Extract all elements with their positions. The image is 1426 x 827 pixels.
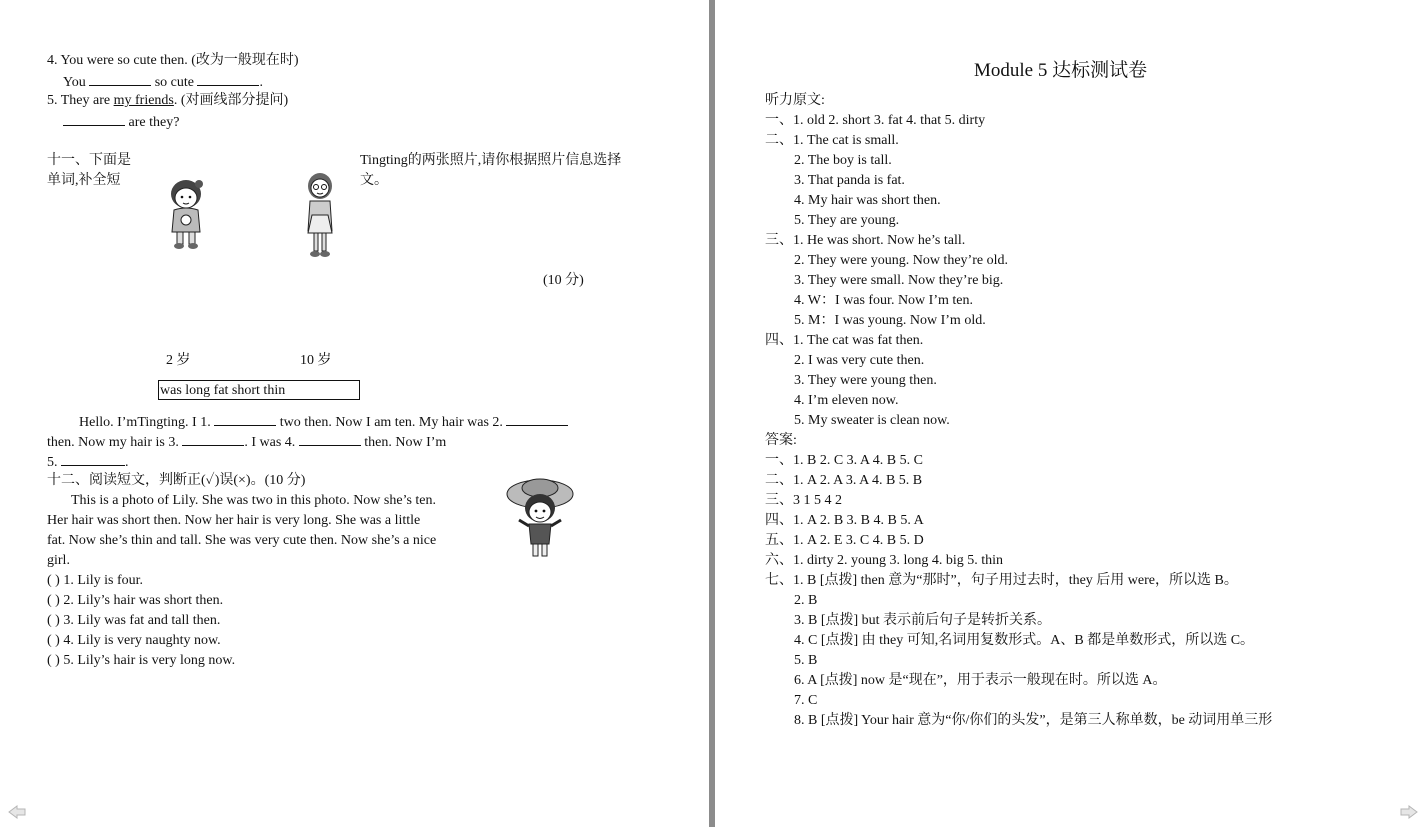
s11-para-line2 — [47, 431, 446, 453]
answer-line: 5. My sweater is clean now. — [794, 413, 950, 428]
left-page — [0, 0, 709, 827]
answer-line: 三、3 1 5 4 2 — [765, 493, 842, 508]
q5-line1 — [47, 91, 288, 111]
s11-blank-5[interactable] — [61, 451, 125, 466]
answer-line: 2. They were young. Now they’re old. — [794, 253, 1008, 268]
arrow-right-icon[interactable] — [1400, 805, 1418, 819]
answer-line: 4. C [点拨] 由 they 可知,名词用复数形式。A、B 都是单数形式，所以选 C。 — [794, 633, 1255, 648]
answer-line: 五、1. A 2. E 3. C 4. B 5. D — [765, 533, 924, 548]
answer-line: 三、1. He was short. Now he’s tall. — [765, 233, 966, 248]
q5-underlined: my friends — [113, 93, 174, 108]
answer-line: 一、1. B 2. C 3. A 4. B 5. C — [765, 453, 923, 468]
s11-p2-b: . I was 4. — [244, 435, 296, 450]
answer-line: 3. They were small. Now they’re big. — [794, 273, 1004, 288]
s11-age-10: 10 岁 — [300, 353, 332, 368]
s11-score: (10 分) — [543, 273, 584, 288]
q4-blank-1[interactable] — [89, 71, 151, 86]
s11-head-d: 文。 — [360, 173, 388, 188]
lily-hat-illustration — [505, 476, 575, 560]
answer-line: 四、1. A 2. B 3. B 4. B 5. A — [765, 513, 924, 528]
right-page — [715, 0, 1426, 827]
s11-blank-4[interactable] — [299, 431, 361, 446]
answer-line: 3. That panda is fat. — [794, 173, 905, 188]
s12-passage-line-4: girl. — [47, 553, 70, 568]
answer-line: 二、1. The cat is small. — [765, 133, 899, 148]
s11-head-b: 单词,补全短 — [47, 173, 121, 188]
s12-item-4[interactable]: ( ) 4. Lily is very naughty now. — [47, 633, 221, 648]
s11-age-2: 2 岁 — [166, 353, 191, 368]
arrow-left-icon[interactable] — [8, 805, 26, 819]
answer-line: 4. W：I was four. Now I’m ten. — [794, 293, 973, 308]
s11-head-a: 十一、下面是 — [47, 153, 131, 168]
answer-line: 六、1. dirty 2. young 3. long 4. big 5. thin — [765, 553, 1003, 568]
q5-blank[interactable] — [63, 111, 125, 126]
s11-blank-3[interactable] — [182, 431, 244, 446]
answer-line: 5. They are young. — [794, 213, 900, 228]
q5-post: . (对画线部分提问) — [173, 93, 289, 108]
s12-passage-line-1: This is a photo of Lily. She was two in this photo. Now she’s ten. — [71, 493, 437, 508]
answer-title: Module 5 达标测试卷 — [974, 60, 1148, 81]
older-girl-illustration — [302, 171, 338, 259]
answer-line: 6. A [点拨] now 是“现在”，用于表示一般现在时。所以选 A。 — [794, 673, 1167, 688]
s11-blank-1[interactable] — [214, 411, 276, 426]
s12-item-1[interactable]: ( ) 1. Lily is four. — [47, 573, 144, 588]
s11-p3-b: . — [125, 455, 129, 470]
s11-head-c: Tingting的两张照片,请你根据照片信息选择 — [360, 153, 622, 168]
word-bank-box: was long fat short thin — [158, 380, 360, 400]
answer-line: 七、1. B [点拨] then 意为“那时”，句子用过去时，they 后用 were，所以选 B。 — [765, 573, 1238, 588]
answer-line: 4. I’m eleven now. — [794, 393, 899, 408]
answer-line: 7. C — [794, 693, 818, 708]
s11-p2-c: then. Now I’m — [364, 435, 447, 450]
answer-line: 二、1. A 2. A 3. A 4. B 5. B — [765, 473, 923, 488]
s11-blank-2[interactable] — [506, 411, 568, 426]
s11-para-line1 — [79, 411, 568, 433]
s12-passage-line-2: Her hair was short then. Now her hair is very long. She was a little — [47, 513, 421, 528]
s12-item-3[interactable]: ( ) 3. Lily was fat and tall then. — [47, 613, 221, 628]
answer-line: 5. B — [794, 653, 818, 668]
q4-line1: 4. You were so cute then. (改为一般现在时) — [47, 53, 299, 68]
toddler-girl-illustration — [164, 176, 212, 252]
q4-period: . — [259, 75, 263, 90]
answer-line: 4. My hair was short then. — [794, 193, 941, 208]
s11-para-line3 — [47, 451, 129, 473]
answer-line: 3. B [点拨] but 表示前后句子是转折关系。 — [794, 613, 1052, 628]
answer-line: 2. The boy is tall. — [794, 153, 892, 168]
answer-line: 答案: — [765, 433, 797, 448]
q5-line2-text: are they? — [128, 115, 180, 130]
s11-p3-a: 5. — [47, 455, 58, 470]
s12-head: 十二、阅读短文，判断正(✓)误(×)。(10 分) — [47, 473, 306, 488]
s11-p2-a: then. Now my hair is 3. — [47, 435, 179, 450]
answer-line: 3. They were young then. — [794, 373, 937, 388]
q4-so-cute: so cute — [154, 75, 194, 90]
answer-line: 8. B [点拨] Your hair 意为“你/你们的头发”，是第三人称单数，be 动词用单三形 — [794, 713, 1273, 728]
answer-line: 一、1. old 2. short 3. fat 4. that 5. dirty — [765, 113, 986, 128]
answer-line: 5. M：I was young. Now I’m old. — [794, 313, 986, 328]
q4-blank-2[interactable] — [197, 71, 259, 86]
answer-line: 四、1. The cat was fat then. — [765, 333, 924, 348]
s11-p1-a: Hello. I’mTingting. I 1. — [79, 415, 211, 430]
answer-line: 2. I was very cute then. — [794, 353, 925, 368]
s12-item-5[interactable]: ( ) 5. Lily’s hair is very long now. — [47, 653, 236, 668]
answer-line: 2. B — [794, 593, 818, 608]
q4-you: You — [63, 75, 86, 90]
s12-item-2[interactable]: ( ) 2. Lily’s hair was short then. — [47, 593, 224, 608]
s11-p1-b: two then. Now I am ten. My hair was 2. — [279, 415, 503, 430]
q5-pre: 5. They are — [47, 93, 114, 108]
q5-line2 — [63, 111, 179, 133]
q4-line2 — [63, 71, 263, 93]
s12-passage-line-3: fat. Now she’s thin and tall. She was very cute then. Now she’s a nice — [47, 533, 437, 548]
answer-line: 听力原文: — [765, 93, 825, 108]
